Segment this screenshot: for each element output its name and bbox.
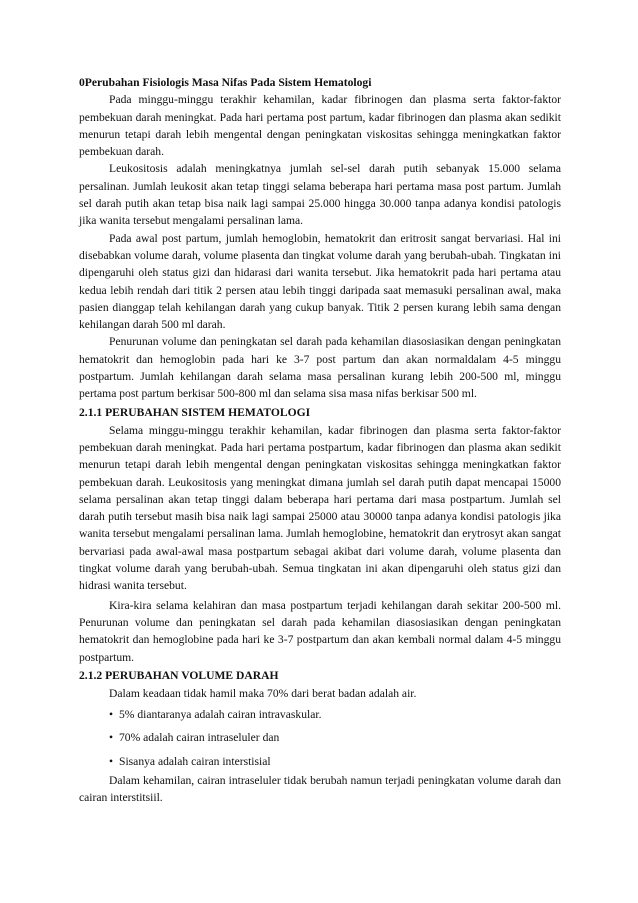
section-heading-2-1-2: 2.1.2 PERUBAHAN VOLUME DARAH [79, 668, 279, 682]
paragraph: Pada awal post partum, jumlah hemoglobin, hematokrit dan eritrosit sangat bervariasi. Hal ini disebabkan volume darah, volume plasenta dan tingkat volume darah yang berubah-ubah. Tingkatan ini dipengaruhi oleh status gizi dan hidarasi dari wanita tersebut. Jika hematokrit pada hari pertama atau kedua lebih rendah dari titik 2 persen atau lebih tinggi daripada saat memasuki persalinan awal, maka pasien dianggap telah kehilangan darah yang cukup banyak. Titik 2 persen kurang lebih sama dengan kehilangan darah 500 ml darah. [79, 231, 561, 332]
section-heading-2-1-1: 2.1.1 PERUBAHAN SISTEM HEMATOLOGI [79, 405, 311, 419]
paragraph: Pada minggu-minggu terakhir kehamilan, kadar fibrinogen dan plasma serta faktor-faktor pembekuan darah meningkat. Pada hari pertama post partum, kadar fibrinogen dan plasma akan sedikit menurun tetapi darah lebih mengental dengan peningkatan viskositas sehingga meningkatkan faktor pembekuan darah. [79, 93, 561, 159]
paragraph: Dalam kehamilan, cairan intraseluler tidak berubah namun terjadi peningkatan volume darah dan cairan interstitsiil. [79, 773, 561, 805]
list-item [109, 729, 561, 746]
list-item-text: Sisanya adalah cairan interstisial [119, 754, 271, 768]
list-item-text: 70% adalah cairan intraseluler dan [119, 731, 280, 745]
list-item [109, 753, 561, 770]
paragraph: Selama minggu-minggu terakhir kehamilan, kadar fibrinogen dan plasma serta faktor-faktor pembekuan darah meningkat. Pada hari pertama postpartum, kadar fibrinogen dan plasma akan sedikit menurun tetapi darah lebih mengental dengan peningkatan viskositas sehingga meningkatkan faktor pembekuan darah. Leukositosis yang meningkat dimana jumlah sel darah putih dapat mencapai 15000 selama persalinan akan tetap tinggi dalam beberapa hari pertama dari masa postpartum. Jumlah sel darah putih tersebut masih bisa naik lagi sampai 25000 atau 30000 tanpa adanya kondisi patologis jika wanita tersebut mengalami persalinan lama. Jumlah hemoglobine, hematokrit dan erytrosyt akan sangat bervariasi pada awal-awal masa postpartum sebagai akibat dari volume darah, volume plasenta dan tingkat volume darah yang berubah-ubah. Semua tingkatan ini akan dipengaruhi oleh status gizi dan hidrasi wanita tersebut. [79, 423, 561, 593]
paragraph: Dalam keadaan tidak hamil maka 70% dari berat badan adalah air. [109, 686, 417, 700]
bullet-icon: • [109, 754, 114, 768]
section-heading-hematologi: 0Perubahan Fisiologis Masa Nifas Pada Sistem Hematologi [79, 76, 372, 89]
list-item [109, 706, 561, 723]
bullet-icon: • [109, 708, 114, 722]
bullet-list [79, 706, 561, 770]
document-body [79, 74, 561, 807]
bullet-icon: • [109, 731, 114, 745]
paragraph: Kira-kira selama kelahiran dan masa postpartum terjadi kehilangan darah sekitar 200-500 ml. Penurunan volume dan peningkatan sel darah pada kehamilan diasosiasikan dengan peningkatan hematokrit dan hemoglobine pada hari ke 3-7 postpartum dan akan kembali normal dalam 4-5 minggu postpartum. [79, 598, 561, 664]
paragraph: Leukositosis adalah meningkatnya jumlah sel-sel darah putih sebanyak 15.000 selama persalinan. Jumlah leukosit akan tetap tinggi selama beberapa hari pertama masa post partum. Jumlah sel darah putih akan tetap bisa naik lagi sampai 25.000 hingga 30.000 tanpa adanya kondisi patologis jika wanita tersebut mengalami persalinan lama. [79, 162, 561, 228]
paragraph: Penurunan volume dan peningkatan sel darah pada kehamilan diasosiasikan dengan peningkatan hematokrit dan hemoglobin pada hari ke 3-7 post partum dan akan normaldalam 4-5 minggu postpartum. Jumlah kehilangan darah selama masa persalinan kurang lebih 200-500 ml, minggu pertama post partum berkisar 500-800 ml dan selama sisa masa nifas berkisar 500 ml. [79, 335, 561, 401]
list-item-text: 5% diantaranya adalah cairan intravaskular. [119, 708, 322, 722]
